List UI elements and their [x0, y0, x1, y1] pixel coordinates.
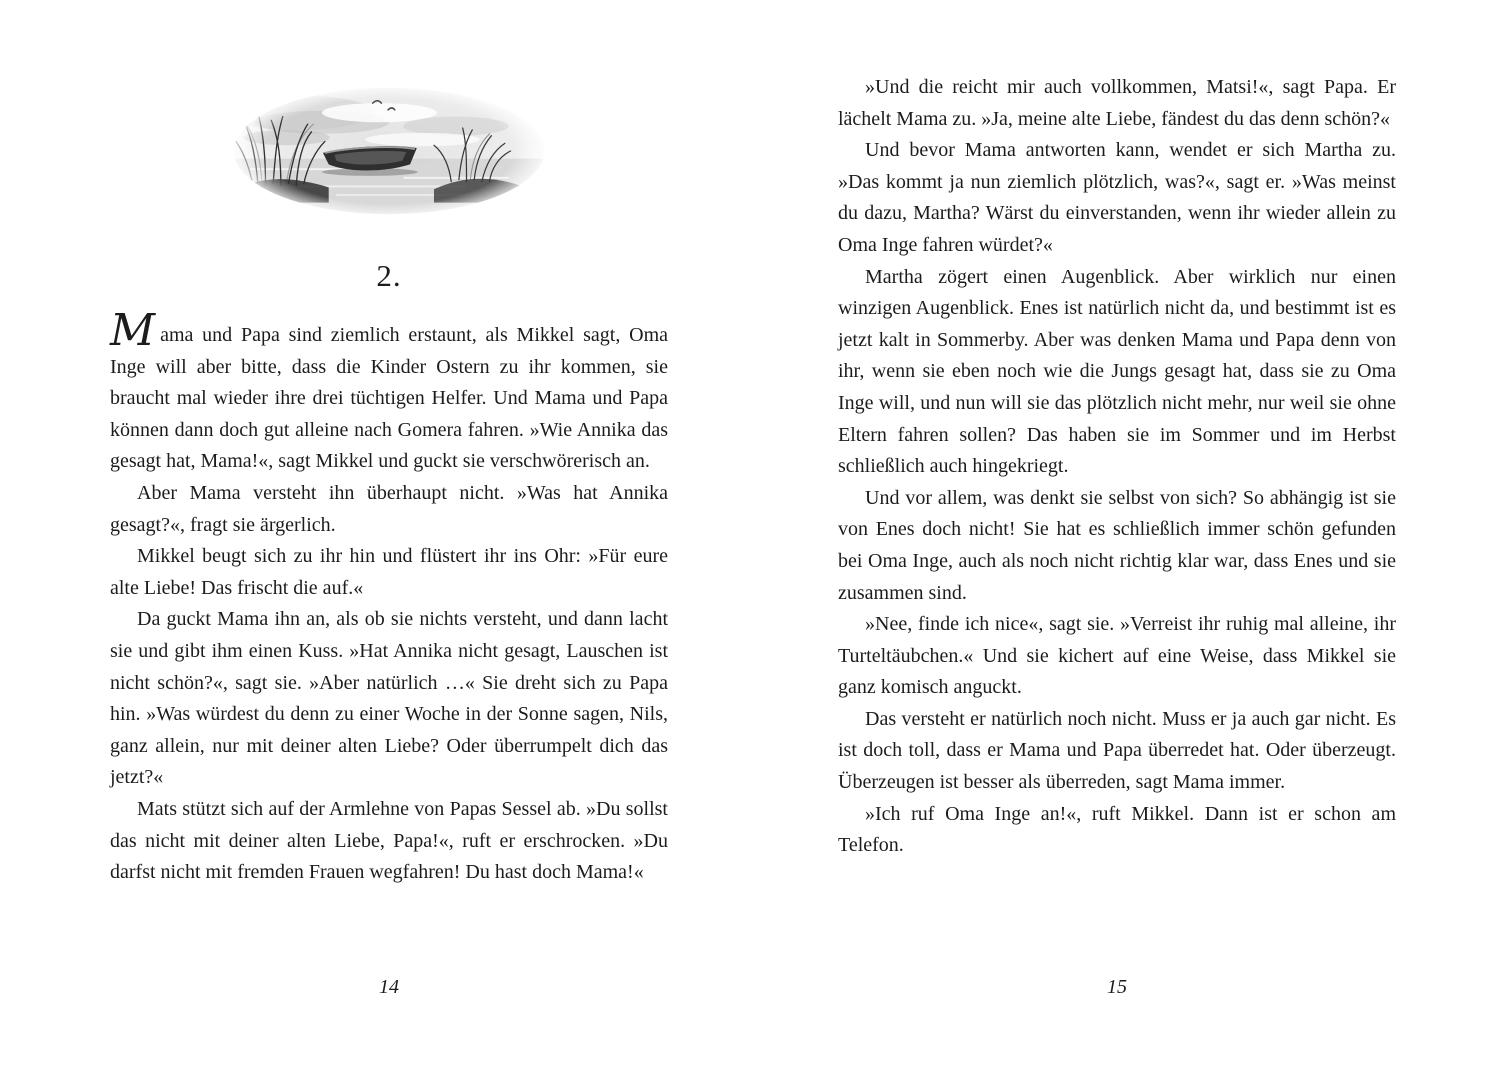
paragraph: Aber Mama versteht ihn überhaupt nicht. »Was hat Annika gesagt?«, fragt sie ärgerlich.	[110, 481, 668, 536]
paragraph: Und vor allem, was denkt sie selbst von sich? So abhängig ist sie von Enes doch nicht! Sie hat es schließlich immer schön gefunden bei Oma Inge, auch als noch nicht richtig klar war, dass Enes und sie zusammen sind.	[838, 486, 1396, 604]
drop-cap: M	[110, 305, 158, 356]
rowboat-in-reeds-illustration	[228, 84, 550, 218]
paragraph: »Nee, finde ich nice«, sagt sie. »Verreist ihr ruhig mal alleine, ihr Turteltäubchen.« Und sie kichert auf eine Weise, dass Mikkel sie ganz komisch anguckt.	[838, 613, 1396, 699]
page-number-left: 14	[379, 976, 399, 998]
paragraph: Mats stützt sich auf der Armlehne von Papas Sessel ab. »Du sollst das nicht mit deiner alten Liebe, Papa!«, ruft er erschrocken. »Du darfst nicht mit fremden Frauen wegfahren! Du hast doch Mama!«	[110, 797, 668, 884]
lead-paragraph-text: ama und Papa sind ziemlich erstaunt, als Mikkel sagt, Oma Inge will aber bitte, dass die Kinder Ostern zu ihr kommen, sie braucht mal wieder ihre drei tüchtigen Helfer. Und Mama und Papa können dann doch gut alleine nach Gomera fahren. »Wie Annika das gesagt hat, Mama!«, sagt Mikkel und guckt sie verschwörerisch an.	[110, 324, 668, 473]
paragraph: Da guckt Mama ihn an, als ob sie nichts versteht, und dann lacht sie und gibt ihm einen Kuss. »Hat Annika nicht gesagt, Lauschen ist nicht schön?«, sagt sie. »Aber natürlich …« Sie dreht sich zu Papa hin. »Was würdest du denn zu einer Woche in der Sonne sagen, Nils, ganz allein, nur mit deiner alten Liebe? Oder überrumpelt dich das jetzt?«	[110, 608, 668, 789]
chapter-number: 2.	[376, 258, 402, 293]
paragraph: »Und die reicht mir auch vollkommen, Matsi!«, sagt Papa. Er lächelt Mama zu. »Ja, meine alte Liebe, fändest du das denn schön?«	[838, 76, 1396, 130]
page-number-right: 15	[1107, 976, 1127, 998]
left-page	[110, 0, 668, 1087]
right-page-text	[838, 0, 1396, 862]
lead-paragraph	[110, 305, 668, 478]
vignette-fade	[231, 84, 547, 218]
paragraph: Das versteht er natürlich noch nicht. Muss er ja auch gar nicht. Es ist doch toll, dass er Mama und Papa überredet hat. Oder überzeugt. Überzeugen ist besser als überreden, sagt Mama immer.	[838, 707, 1396, 794]
paragraph: Und bevor Mama antworten kann, wendet er sich Martha zu. »Das kommt ja nun ziemlich plötzlich, was?«, sagt er. »Was meinst du dazu, Martha? Wärst du einverstanden, wenn ihr wieder allein zu Oma Inge fahren würdet?«	[838, 139, 1396, 256]
paragraph: »Ich ruf Oma Inge an!«, ruft Mikkel. Dann ist er schon am Telefon.	[838, 802, 1396, 857]
left-page-text	[110, 305, 668, 889]
chapter-illustration	[228, 84, 550, 218]
right-page	[838, 0, 1396, 1087]
paragraph: Mikkel beugt sich zu ihr hin und flüstert ihr ins Ohr: »Für eure alte Liebe! Das frischt die auf.«	[110, 545, 668, 599]
paragraph: Martha zögert einen Augenblick. Aber wirklich nur einen winzigen Augenblick. Enes ist natürlich nicht da, und bestimmt ist es jetzt kalt in Sommerby. Aber was denken Mama und Papa denn von ihr, wenn sie eben noch wie die Jungs gesagt hat, dass sie zu Oma Inge will, und nun will sie das plötzlich nicht mehr, nur weil sie ohne Eltern fahren sollen? Das haben sie im Sommer und im Herbst schließlich auch hingekriegt.	[838, 265, 1396, 478]
